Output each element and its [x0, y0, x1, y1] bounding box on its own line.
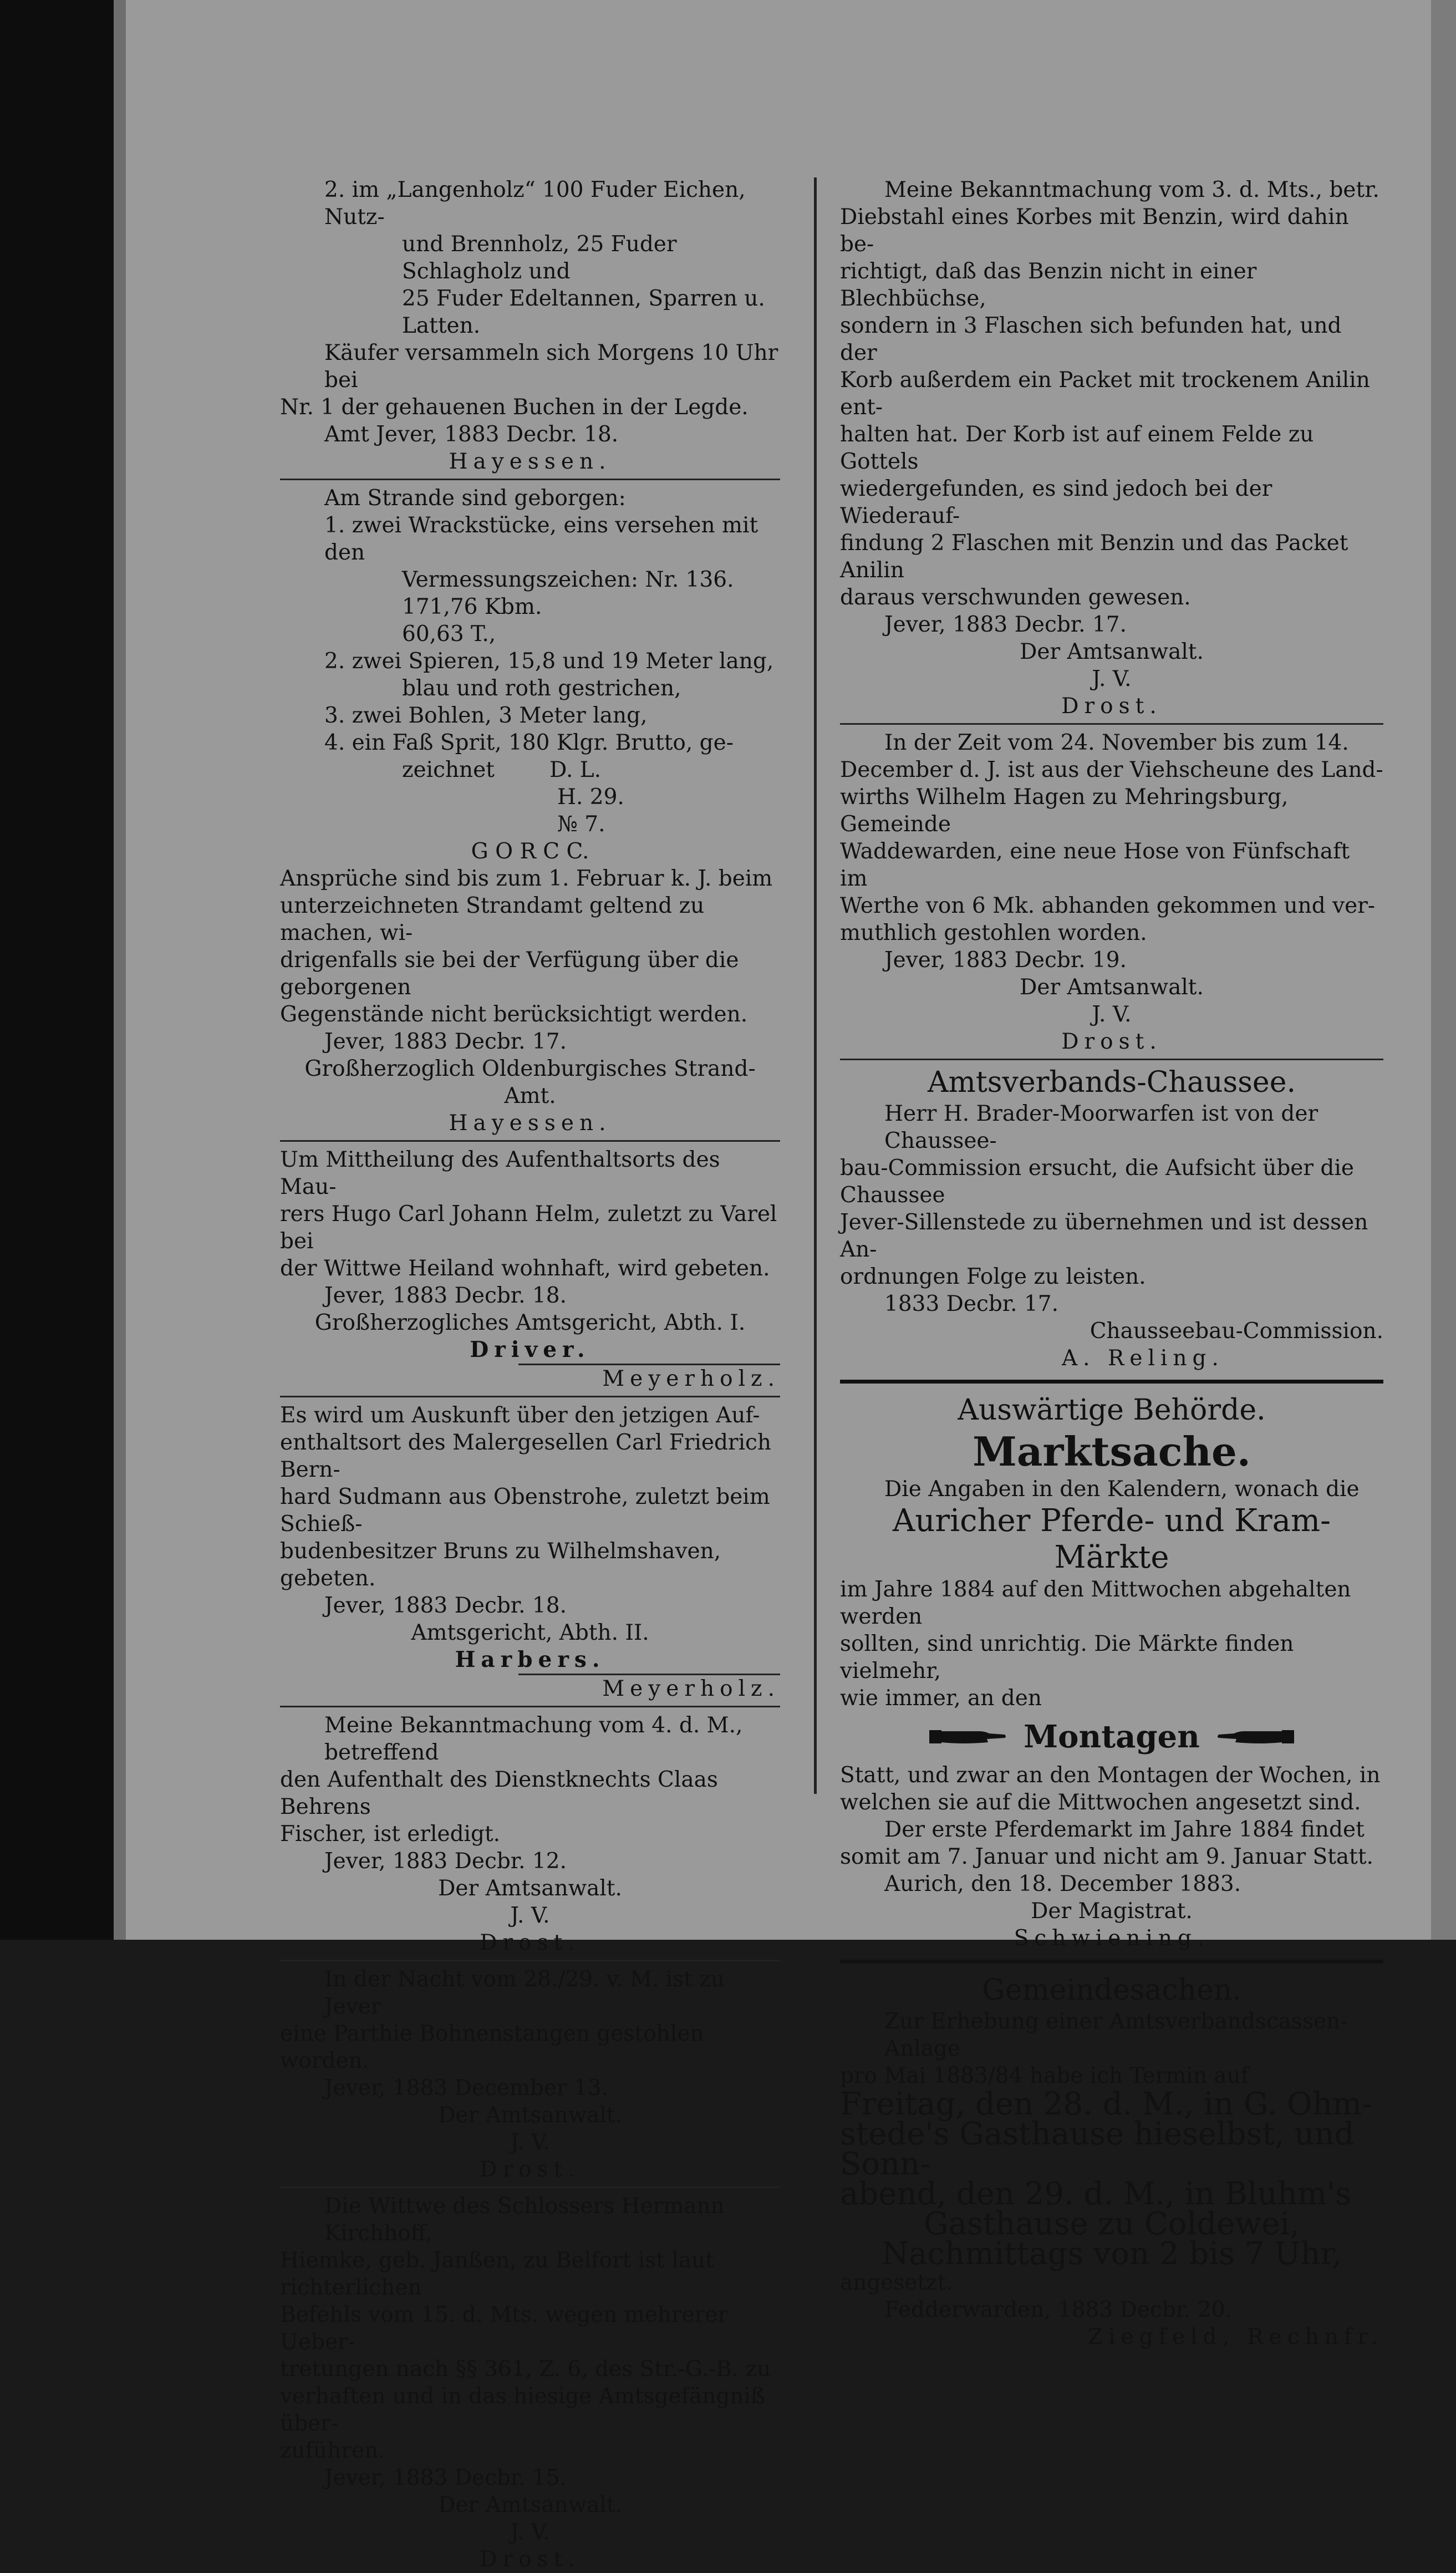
- text-line: Die Wittwe des Schlossers Hermann Kirchhoff,: [324, 2194, 725, 2246]
- text-line: Ansprüche sind bis zum 1. Februar k. J. beim: [280, 866, 773, 891]
- text-line: pro Mai 1883/84 habe ich Termin auf: [840, 2063, 1249, 2088]
- text-line: 2. im „Langenholz“ 100 Fuder Eichen, Nutz-: [324, 177, 746, 230]
- authority-line: Der Amtsanwalt.: [438, 2493, 622, 2518]
- text-line: Der erste Pferdemarkt im Jahre 1884 findet: [884, 1817, 1365, 1842]
- text-line: Jever, 1883 Decbr. 19.: [884, 948, 1127, 973]
- separator: [840, 723, 1383, 725]
- text-line: blau und roth gestrichen,: [402, 676, 681, 701]
- text-line: Diebstahl eines Korbes mit Benzin, wird dahin be-: [840, 205, 1349, 257]
- text-line: J. V.: [1092, 1002, 1132, 1027]
- emphasis-day: Montagen: [1024, 1718, 1200, 1755]
- notice-chaussee: [840, 1065, 1383, 1372]
- separator-thick: [840, 1960, 1383, 1964]
- montagen-banner: [840, 1718, 1383, 1755]
- emphasis-line: Auricher Pferde- und Kram-Märkte: [892, 1503, 1331, 1575]
- text-line: In der Nacht vom 28./29. v. M. ist zu Jever: [324, 1967, 725, 2019]
- text-line: eine Parthie Bohnenstangen gestohlen worden.: [280, 2021, 704, 2073]
- text-line: wiedergefunden, es sind jedoch bei der Wiederauf-: [840, 476, 1272, 528]
- signature: Meyerholz.: [602, 1676, 780, 1701]
- pointing-hand-right-icon: [929, 1726, 1007, 1748]
- emphasis-line: stede's Gasthause hieselbst, und Sonn-: [840, 2116, 1355, 2182]
- text-line: tretungen nach §§ 361, Z. 6, des Str.-G.-B. zu: [280, 2357, 771, 2382]
- text-line: Käufer versammeln sich Morgens 10 Uhr bei: [324, 340, 778, 393]
- text-line: H. 29.: [557, 785, 624, 810]
- text-line: Werthe von 6 Mk. abhanden gekommen und ver-: [840, 893, 1376, 918]
- authority-line: Der Amtsanwalt.: [438, 1876, 622, 1901]
- text-line: welchen sie auf die Mittwochen angesetzt sind.: [840, 1790, 1361, 1815]
- text-line: angesetzt.: [840, 2270, 953, 2295]
- signature: Ziegfeld, Rechnfr.: [1087, 2325, 1383, 2350]
- notice-sudmann: [280, 1402, 780, 1702]
- text-line: budenbesitzer Bruns zu Wilhelmshaven, gebeten.: [280, 1539, 721, 1591]
- notice-gemeindesachen: [840, 1972, 1383, 2351]
- text-line: halten hat. Der Korb ist auf einem Felde zu Gottels: [840, 422, 1314, 474]
- text-line: In der Zeit vom 24. November bis zum 14.: [884, 730, 1349, 755]
- notice-bohnenstangen: [280, 1966, 780, 2183]
- separator: [280, 1396, 780, 1397]
- text-line: Hiemke, geb. Janßen, zu Belfort ist laut richterlichen: [280, 2248, 714, 2300]
- text-line: Die Angaben in den Kalendern, wonach die: [884, 1477, 1360, 1502]
- text-line: richtigt, daß das Benzin nicht in einer Blechbüchse,: [840, 259, 1257, 311]
- text-line: 60,63 T.,: [402, 622, 496, 647]
- text-line: Statt, und zwar an den Montagen der Wochen, in: [840, 1763, 1381, 1788]
- text-line: Fischer, ist erledigt.: [280, 1822, 501, 1847]
- signature: Drost.: [480, 1930, 581, 1955]
- text-line: Zur Erhebung einer Amtsverbandscassen-Anlage: [884, 2009, 1348, 2061]
- text-line: 1833 Decbr. 17.: [884, 1291, 1058, 1316]
- text-line: Nr. 1 der gehauenen Buchen in der Legde.: [280, 395, 749, 420]
- authority-line: Großherzoglich Oldenburgisches Strand-Amt.: [304, 1056, 756, 1108]
- separator: [280, 479, 780, 480]
- notice-benzin: [840, 176, 1383, 720]
- signature: Drost.: [480, 2157, 581, 2182]
- text-line: 3. zwei Bohlen, 3 Meter lang,: [324, 703, 648, 728]
- text-line: Befehls vom 15. d. Mts. wegen mehrerer Ueber-: [280, 2302, 729, 2355]
- text-line: G O R C C.: [471, 839, 589, 864]
- notice-hose: [840, 729, 1383, 1055]
- text-line: im Jahre 1884 auf den Mittwochen abgehalten werden: [840, 1577, 1351, 1629]
- separator: [280, 1140, 780, 1142]
- text-line: J. V.: [510, 2520, 550, 2545]
- text-line: Um Mittheilung des Aufenthaltsorts des Mau-: [280, 1147, 720, 1199]
- emphasis-line: Freitag, den 28. d. M., in G. Ohm-: [840, 2086, 1373, 2122]
- text-line: Jever, 1883 Decbr. 18.: [324, 1283, 567, 1308]
- text-line: J. V.: [510, 2130, 550, 2155]
- text-line: Es wird um Auskunft über den jetzigen Auf-: [280, 1403, 760, 1428]
- text-line: 4. ein Faß Sprit, 180 Klgr. Brutto, ge-: [324, 730, 734, 755]
- text-line: somit am 7. Januar und nicht am 9. Januar Statt.: [840, 1844, 1373, 1869]
- notice-kirchhoff: [280, 2193, 780, 2573]
- text-line: sondern in 3 Flaschen sich befunden hat, und der: [840, 313, 1342, 365]
- authority-line: Der Amtsanwalt.: [1020, 639, 1204, 664]
- text-line: Meine Bekanntmachung vom 3. d. Mts., betr.: [884, 177, 1379, 202]
- text-line: Jever, 1883 December 13.: [324, 2076, 608, 2101]
- section-heading: Amtsverbands-Chaussee.: [928, 1066, 1296, 1099]
- signature: Drost.: [480, 2547, 581, 2572]
- right-column: [840, 176, 1383, 2351]
- text-line: den Aufenthalt des Dienstknechts Claas Behrens: [280, 1767, 718, 1819]
- text-line: wie immer, an den: [840, 1686, 1042, 1711]
- notice-marktsache: [840, 1392, 1383, 1952]
- text-line: Jever-Sillenstede zu übernehmen und ist dessen An-: [840, 1210, 1368, 1262]
- emphasis-line: abend, den 29. d. M., in Bluhm's: [840, 2176, 1352, 2212]
- text-line: enthaltsort des Malergesellen Carl Friedrich Bern-: [280, 1430, 772, 1482]
- left-column: [280, 176, 780, 2573]
- text-line: 2. zwei Spieren, 15,8 und 19 Meter lang,: [324, 649, 774, 674]
- text-line: Am Strande sind geborgen:: [324, 486, 626, 511]
- text-line: Vermessungszeichen: Nr. 136. 171,76 Kbm.: [402, 567, 734, 619]
- text-line: hard Sudmann aus Obenstrohe, zuletzt beim Schieß-: [280, 1484, 770, 1537]
- text-line: Jever, 1883 Decbr. 18.: [324, 1593, 567, 1618]
- authority-line: Der Magistrat.: [1031, 1899, 1193, 1924]
- emphasis-line: Nachmittags von 2 bis 7 Uhr,: [882, 2236, 1342, 2272]
- text-line: bau-Commission ersucht, die Aufsicht über die Chaussee: [840, 1156, 1354, 1208]
- text-line: daraus verschwunden gewesen.: [840, 585, 1191, 610]
- signature: Schwiening.: [1014, 1926, 1210, 1951]
- text-line: Herr H. Brader-Moorwarfen ist von der Chaussee-: [884, 1101, 1318, 1153]
- separator-thick: [840, 1380, 1383, 1384]
- separator: [280, 1960, 780, 1961]
- pointing-hand-left-icon: [1216, 1726, 1294, 1748]
- text-line: December d. J. ist aus der Viehscheune des Land-: [840, 757, 1383, 782]
- text-line: ordnungen Folge zu leisten.: [840, 1264, 1146, 1289]
- text-line: Jever, 1883 Decbr. 12.: [324, 1849, 567, 1874]
- authority-line: Amtsgericht, Abth. II.: [411, 1620, 649, 1645]
- signature: Meyerholz.: [602, 1366, 780, 1391]
- page-edge-left: [114, 0, 126, 1940]
- text-line: Aurich, den 18. December 1883.: [884, 1872, 1241, 1896]
- text-line: J. V.: [510, 1903, 550, 1928]
- notice-fischer: [280, 1712, 780, 1956]
- notice-strand-amt: [280, 485, 780, 1137]
- section-heading: Gemeindesachen.: [982, 1974, 1241, 2007]
- text-line: muthlich gestohlen worden.: [840, 921, 1147, 945]
- signature: Hayessen.: [449, 449, 612, 474]
- text-line: Meine Bekanntmachung vom 4. d. M., betreffend: [324, 1713, 743, 1765]
- text-line: 1. zwei Wrackstücke, eins versehen mit den: [324, 513, 758, 565]
- signature: A. Reling.: [1062, 1346, 1224, 1371]
- authority-line: Großherzogliches Amtsgericht, Abth. I.: [314, 1310, 746, 1335]
- separator: [280, 2186, 780, 2188]
- main-heading: Marktsache.: [973, 1428, 1251, 1475]
- signature: Harbers.: [455, 1647, 605, 1672]
- text-line: Waddewarden, eine neue Hose von Fünfschaft im: [840, 839, 1350, 891]
- text-line: Amt Jever, 1883 Decbr. 18.: [324, 422, 619, 447]
- notice-wood-auction: [280, 176, 780, 475]
- separator: [840, 1059, 1383, 1060]
- separator: [280, 1706, 780, 1707]
- text-line: Jever, 1883 Decbr. 15.: [324, 2465, 567, 2490]
- text-line: und Brennholz, 25 Fuder Schlagholz und: [402, 232, 677, 284]
- authority-line: Der Amtsanwalt.: [438, 2103, 622, 2128]
- text-line: Korb außerdem ein Packet mit trockenem Anilin ent-: [840, 368, 1370, 420]
- signature: Drost.: [1061, 694, 1162, 719]
- text-line: № 7.: [557, 812, 605, 837]
- text-line: Jever, 1883 Decbr. 17.: [324, 1029, 567, 1054]
- signature: Drost.: [1061, 1029, 1162, 1054]
- text-line: Gegenstände nicht berücksichtigt werden.: [280, 1002, 748, 1027]
- signature: Hayessen.: [449, 1111, 612, 1136]
- notice-helm: [280, 1146, 780, 1392]
- signature: Driver.: [470, 1337, 590, 1362]
- scan-border-left: [0, 0, 114, 1940]
- text-line: unterzeichneten Strandamt geltend zu machen, wi-: [280, 893, 705, 945]
- authority-line: Chausseebau-Commission.: [1090, 1319, 1383, 1344]
- text-line: 25 Fuder Edeltannen, Sparren u. Latten.: [402, 286, 765, 338]
- page-edge-right: [1431, 0, 1456, 1940]
- text-line: Fedderwarden, 1883 Decbr. 20.: [884, 2297, 1232, 2322]
- text-line: sollten, sind unrichtig. Die Märkte finden vielmehr,: [840, 1631, 1294, 1684]
- text-line: zuführen.: [280, 2438, 385, 2463]
- text-line: drigenfalls sie bei der Verfügung über die geborgenen: [280, 948, 739, 1000]
- section-heading: Auswärtige Behörde.: [958, 1394, 1266, 1427]
- text-line: Jever, 1883 Decbr. 17.: [884, 612, 1127, 637]
- text-line: zeichnet D. L.: [402, 757, 602, 782]
- text-line: wirths Wilhelm Hagen zu Mehringsburg, Gemeinde: [840, 785, 1289, 837]
- text-line: J. V.: [1092, 667, 1132, 691]
- text-line: findung 2 Flaschen mit Benzin und das Packet Anilin: [840, 531, 1348, 583]
- text-line: rers Hugo Carl Johann Helm, zuletzt zu Varel bei: [280, 1202, 777, 1254]
- column-divider: [814, 177, 817, 1794]
- text-line: der Wittwe Heiland wohnhaft, wird gebeten.: [280, 1256, 770, 1281]
- text-line: verhaften und in das hiesige Amtsgefängniß über-: [280, 2384, 765, 2436]
- authority-line: Der Amtsanwalt.: [1020, 975, 1204, 1000]
- emphasis-line: Gasthause zu Coldewei,: [923, 2206, 1300, 2242]
